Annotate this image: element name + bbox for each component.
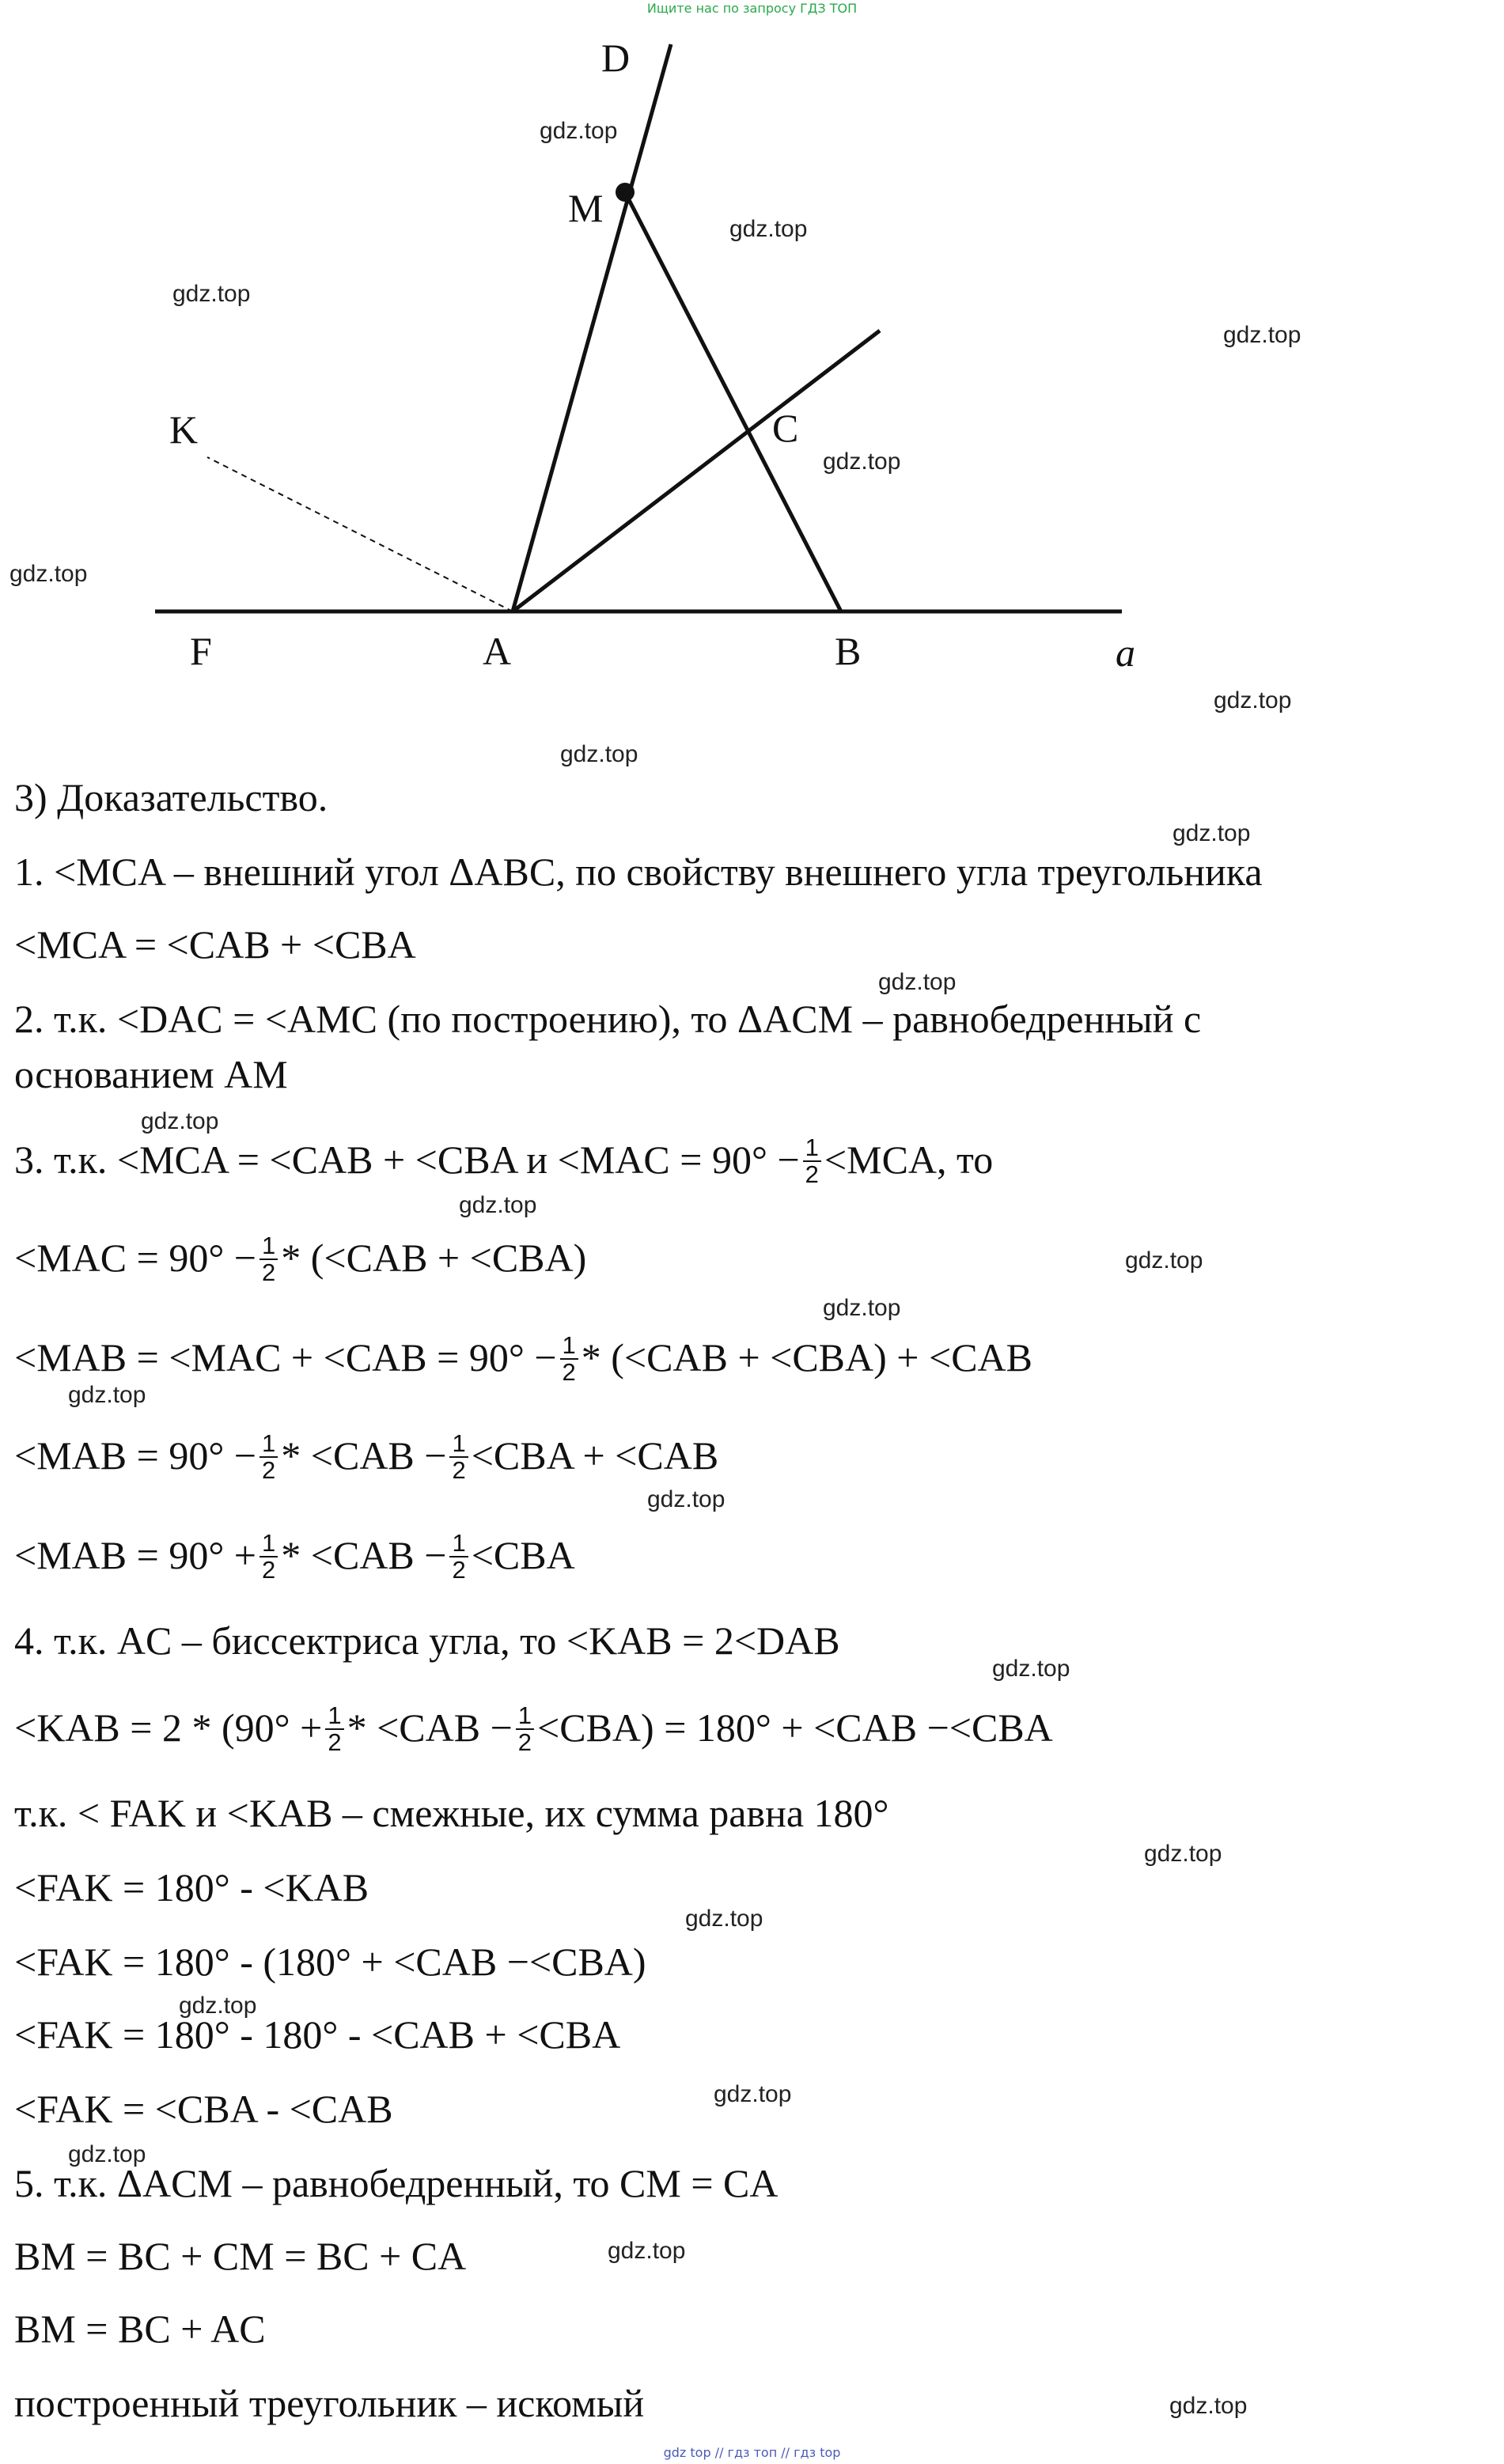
fraction-denominator: 2	[517, 1728, 532, 1756]
fraction-one-half	[260, 1233, 278, 1285]
fraction-denominator: 2	[328, 1728, 342, 1756]
fraction-one-half	[260, 1528, 278, 1584]
watermark: gdz.top	[9, 561, 88, 587]
text-segment: <MAB = <MAC + <CAB = 90° −	[14, 1335, 557, 1380]
text-segment: <MAC = 90° −	[14, 1236, 257, 1280]
proof-line-11	[14, 1701, 1053, 1758]
watermark: gdz.top	[608, 2238, 686, 2264]
watermark: gdz.top	[992, 1656, 1070, 1682]
label-k: K	[169, 407, 199, 452]
proof-line-6	[14, 1231, 587, 1289]
label-b: B	[835, 629, 862, 673]
proof-line-19: BM = BC + AC	[14, 2307, 266, 2351]
watermark: gdz.top	[647, 1486, 725, 1512]
fraction-denominator: 2	[805, 1160, 819, 1188]
fraction-numerator: 1	[260, 1233, 278, 1260]
label-m: M	[568, 186, 604, 230]
text-segment: * <CAB −	[347, 1705, 513, 1750]
label-a-point: A	[483, 629, 512, 673]
label-line-a: a	[1116, 630, 1135, 675]
text-segment: <KAB = 2 * (90° +	[14, 1705, 323, 1750]
header-note[interactable]: Ищите нас по запросу ГДЗ ТОП	[646, 1, 858, 16]
proof-line-10: 4. т.к. AC – биссектриса угла, то <KAB = 2<DAB	[14, 1618, 840, 1663]
text-segment: <CBA) = 180° + <CAB −<CBA	[537, 1705, 1053, 1750]
label-f: F	[190, 629, 212, 673]
text-segment: * <CAB −	[281, 1433, 447, 1478]
text-segment: * <CAB −	[281, 1533, 447, 1577]
watermark: gdz.top	[560, 741, 638, 767]
watermark: gdz.top	[172, 281, 251, 307]
fraction-one-half	[260, 1431, 278, 1483]
fraction-one-half	[325, 1703, 343, 1755]
fraction-numerator: 1	[449, 1431, 468, 1458]
proof-line-18: BM = BC + CM = BC + CA	[14, 2234, 467, 2278]
proof-line-9	[14, 1528, 575, 1586]
proof-line-14: <FAK = 180° - (180° + <CAB −<CBA)	[14, 1940, 646, 1984]
fraction-numerator: 1	[325, 1703, 343, 1730]
watermark: gdz.top	[179, 1993, 257, 2019]
watermark: gdz.top	[1214, 687, 1292, 713]
watermark: gdz.top	[1223, 322, 1301, 348]
text-segment: 3. т.к. <MCA = <CAB + <CBA и <MAC = 90° −	[14, 1137, 800, 1182]
proof-line-17: 5. т.к. ΔACM – равнобедренный, то CM = CA	[14, 2161, 779, 2205]
text-segment: <MAB = 90° +	[14, 1533, 257, 1577]
proof-line-20: построенный треугольник – искомый	[14, 2381, 645, 2425]
fraction-numerator: 1	[260, 1531, 278, 1558]
proof-line-15: <FAK = 180° - 180° - <CAB + <CBA	[14, 2012, 621, 2057]
watermark: gdz.top	[1169, 2393, 1248, 2419]
watermark: gdz.top	[714, 2081, 792, 2107]
watermark: gdz.top	[68, 2141, 146, 2167]
fraction-denominator: 2	[452, 1455, 466, 1484]
proof-line-5	[14, 1133, 994, 1190]
watermark: gdz.top	[1125, 1247, 1203, 1274]
proof-line-3: 2. т.к. <DAC = <AMC (по построению), то ΔACM – равнобедренный с	[14, 997, 1202, 1041]
proof-line-13: <FAK = 180° - <KAB	[14, 1865, 369, 1910]
fraction-numerator: 1	[449, 1531, 468, 1558]
fraction-one-half	[803, 1135, 821, 1187]
fraction-one-half	[516, 1703, 534, 1755]
dashed-ak	[207, 457, 513, 611]
watermark: gdz.top	[141, 1108, 219, 1134]
fraction-one-half	[449, 1431, 468, 1483]
watermark: gdz.top	[729, 216, 808, 242]
fraction-denominator: 2	[262, 1555, 276, 1584]
text-segment: <MCA, то	[824, 1137, 994, 1182]
watermark: gdz.top	[459, 1192, 537, 1218]
fraction-denominator: 2	[452, 1555, 466, 1584]
watermark: gdz.top	[878, 969, 957, 995]
text-segment: * (<CAB + <CBA)	[281, 1236, 587, 1280]
geometry-figure	[0, 0, 1504, 712]
fraction-numerator: 1	[803, 1135, 821, 1162]
text-segment: <CBA + <CAB	[471, 1433, 719, 1478]
fraction-numerator: 1	[516, 1703, 534, 1730]
label-c: C	[772, 406, 799, 450]
fraction-denominator: 2	[562, 1357, 576, 1386]
label-d: D	[601, 36, 631, 80]
text-segment: <CBA	[471, 1533, 575, 1577]
text-segment: <MAB = 90° −	[14, 1433, 257, 1478]
fraction-denominator: 2	[262, 1455, 276, 1484]
point-m	[616, 183, 635, 202]
proof-heading: 3) Доказательство.	[14, 775, 328, 819]
proof-line-7	[14, 1330, 1032, 1388]
fraction-numerator: 1	[260, 1431, 278, 1458]
watermark: gdz.top	[540, 118, 618, 144]
watermark: gdz.top	[1144, 1841, 1222, 1867]
footer-note[interactable]: gdz top // гдз топ // гдз top	[663, 2445, 841, 2460]
proof-line-16: <FAK = <CBA - <CAB	[14, 2087, 393, 2131]
fraction-denominator: 2	[262, 1258, 276, 1286]
watermark: gdz.top	[823, 449, 901, 475]
text-segment: * (<CAB + <CBA) + <CAB	[581, 1335, 1032, 1380]
proof-line-2: <MCA = <CAB + <CBA	[14, 922, 416, 967]
segment-mb	[625, 192, 841, 611]
watermark: gdz.top	[823, 1295, 901, 1321]
proof-line-12: т.к. < FAK и <KAB – смежные, их сумма равна 180°	[14, 1791, 889, 1835]
proof-line-1: 1. <MCA – внешний угол ΔABC, по свойству внешнего угла треугольника	[14, 850, 1263, 894]
proof-line-4: основанием AM	[14, 1052, 288, 1096]
watermark: gdz.top	[1173, 820, 1251, 846]
fraction-one-half	[449, 1528, 468, 1584]
watermark: gdz.top	[68, 1382, 146, 1408]
fraction-one-half	[560, 1330, 578, 1386]
proof-line-8	[14, 1429, 719, 1486]
fraction-numerator: 1	[560, 1333, 578, 1360]
watermark: gdz.top	[685, 1906, 763, 1932]
